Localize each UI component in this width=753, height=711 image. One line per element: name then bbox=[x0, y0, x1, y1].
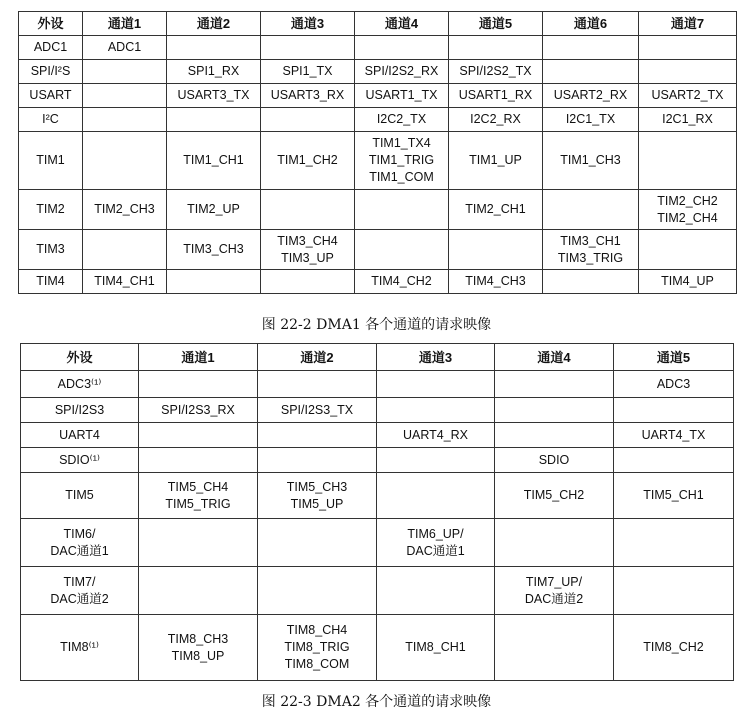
channel-cell bbox=[614, 448, 734, 473]
table-row bbox=[19, 270, 737, 294]
channel-cell: TIM4_CH2 bbox=[355, 270, 449, 294]
channel-cell bbox=[449, 36, 543, 60]
channel-cell bbox=[377, 398, 495, 423]
column-header: 通道5 bbox=[449, 12, 543, 36]
table-row bbox=[21, 473, 734, 519]
channel-cell bbox=[377, 473, 495, 519]
peripheral-cell: TIM2 bbox=[19, 190, 83, 230]
channel-cell bbox=[167, 270, 261, 294]
table-row bbox=[19, 132, 737, 190]
channel-cell: TIM8_CH2 bbox=[614, 615, 734, 681]
channel-cell bbox=[639, 36, 737, 60]
column-header: 通道6 bbox=[543, 12, 639, 36]
channel-cell: TIM2_CH1 bbox=[449, 190, 543, 230]
channel-cell: I2C1_TX bbox=[543, 108, 639, 132]
channel-cell: SDIO bbox=[495, 448, 614, 473]
channel-cell bbox=[83, 108, 167, 132]
column-header: 通道3 bbox=[377, 344, 495, 371]
channel-cell bbox=[495, 423, 614, 448]
dma1-header-row bbox=[19, 12, 737, 36]
dma2-body bbox=[21, 371, 734, 681]
channel-cell bbox=[355, 190, 449, 230]
channel-cell: TIM5_CH1 bbox=[614, 473, 734, 519]
channel-cell: TIM4_UP bbox=[639, 270, 737, 294]
column-header: 通道1 bbox=[139, 344, 258, 371]
channel-cell: TIM1_CH2 bbox=[261, 132, 355, 190]
channel-cell: TIM1_UP bbox=[449, 132, 543, 190]
channel-cell: I2C2_TX bbox=[355, 108, 449, 132]
channel-cell bbox=[258, 519, 377, 567]
channel-cell: TIM1_TX4 TIM1_TRIG TIM1_COM bbox=[355, 132, 449, 190]
channel-cell bbox=[377, 371, 495, 398]
column-header: 通道2 bbox=[167, 12, 261, 36]
channel-cell: SPI/I2S2_TX bbox=[449, 60, 543, 84]
channel-cell bbox=[258, 423, 377, 448]
channel-cell: TIM5_CH3 TIM5_UP bbox=[258, 473, 377, 519]
dma2-request-table bbox=[20, 343, 734, 681]
peripheral-cell: UART4 bbox=[21, 423, 139, 448]
channel-cell: USART2_RX bbox=[543, 84, 639, 108]
peripheral-cell: TIM8⁽¹⁾ bbox=[21, 615, 139, 681]
channel-cell: TIM6_UP/ DAC通道1 bbox=[377, 519, 495, 567]
column-header: 通道7 bbox=[639, 12, 737, 36]
peripheral-cell: SPI/I²S bbox=[19, 60, 83, 84]
column-header: 通道4 bbox=[355, 12, 449, 36]
channel-cell: TIM2_UP bbox=[167, 190, 261, 230]
channel-cell bbox=[83, 132, 167, 190]
channel-cell: SPI/I2S3_TX bbox=[258, 398, 377, 423]
channel-cell: USART1_TX bbox=[355, 84, 449, 108]
channel-cell: USART3_RX bbox=[261, 84, 355, 108]
peripheral-cell: USART bbox=[19, 84, 83, 108]
peripheral-cell: TIM6/ DAC通道1 bbox=[21, 519, 139, 567]
dma1-request-table bbox=[18, 11, 737, 294]
channel-cell bbox=[449, 230, 543, 270]
peripheral-cell: TIM7/ DAC通道2 bbox=[21, 567, 139, 615]
channel-cell: UART4_TX bbox=[614, 423, 734, 448]
channel-cell: USART3_TX bbox=[167, 84, 261, 108]
channel-cell bbox=[639, 230, 737, 270]
channel-cell bbox=[261, 270, 355, 294]
channel-cell bbox=[495, 371, 614, 398]
column-header: 通道4 bbox=[495, 344, 614, 371]
channel-cell bbox=[614, 519, 734, 567]
channel-cell: UART4_RX bbox=[377, 423, 495, 448]
peripheral-cell: ADC1 bbox=[19, 36, 83, 60]
peripheral-cell: TIM5 bbox=[21, 473, 139, 519]
column-header: 通道3 bbox=[261, 12, 355, 36]
channel-cell bbox=[261, 108, 355, 132]
channel-cell: SPI/I2S3_RX bbox=[139, 398, 258, 423]
peripheral-cell: ADC3⁽¹⁾ bbox=[21, 371, 139, 398]
channel-cell: TIM3_CH1 TIM3_TRIG bbox=[543, 230, 639, 270]
table-row bbox=[21, 398, 734, 423]
column-header: 外设 bbox=[19, 12, 83, 36]
column-header: 外设 bbox=[21, 344, 139, 371]
channel-cell bbox=[139, 448, 258, 473]
table-row bbox=[19, 60, 737, 84]
channel-cell bbox=[614, 398, 734, 423]
channel-cell bbox=[83, 60, 167, 84]
channel-cell: I2C1_RX bbox=[639, 108, 737, 132]
channel-cell bbox=[543, 36, 639, 60]
table-row bbox=[19, 190, 737, 230]
channel-cell: TIM7_UP/ DAC通道2 bbox=[495, 567, 614, 615]
dma1-body bbox=[19, 36, 737, 294]
channel-cell bbox=[377, 448, 495, 473]
channel-cell bbox=[139, 423, 258, 448]
table-row bbox=[21, 519, 734, 567]
dma2-caption: 图 22-3 DMA2 各个通道的请求映像 bbox=[261, 694, 492, 710]
channel-cell: TIM5_CH4 TIM5_TRIG bbox=[139, 473, 258, 519]
channel-cell bbox=[139, 371, 258, 398]
channel-cell: I2C2_RX bbox=[449, 108, 543, 132]
table-row bbox=[19, 84, 737, 108]
peripheral-cell: TIM1 bbox=[19, 132, 83, 190]
channel-cell: TIM3_CH3 bbox=[167, 230, 261, 270]
table-row bbox=[19, 230, 737, 270]
peripheral-cell: TIM4 bbox=[19, 270, 83, 294]
channel-cell: TIM4_CH1 bbox=[83, 270, 167, 294]
peripheral-cell: TIM3 bbox=[19, 230, 83, 270]
channel-cell: SPI1_TX bbox=[261, 60, 355, 84]
peripheral-cell: SDIO⁽¹⁾ bbox=[21, 448, 139, 473]
table-row bbox=[21, 567, 734, 615]
channel-cell bbox=[83, 84, 167, 108]
table-row bbox=[21, 615, 734, 681]
channel-cell bbox=[139, 567, 258, 615]
channel-cell bbox=[355, 36, 449, 60]
channel-cell bbox=[355, 230, 449, 270]
channel-cell bbox=[258, 371, 377, 398]
channel-cell: ADC1 bbox=[83, 36, 167, 60]
channel-cell: USART2_TX bbox=[639, 84, 737, 108]
peripheral-cell: I²C bbox=[19, 108, 83, 132]
channel-cell: TIM5_CH2 bbox=[495, 473, 614, 519]
column-header: 通道1 bbox=[83, 12, 167, 36]
channel-cell: TIM2_CH3 bbox=[83, 190, 167, 230]
channel-cell bbox=[377, 567, 495, 615]
channel-cell: USART1_RX bbox=[449, 84, 543, 108]
channel-cell: TIM8_CH4 TIM8_TRIG TIM8_COM bbox=[258, 615, 377, 681]
channel-cell bbox=[543, 60, 639, 84]
channel-cell bbox=[258, 567, 377, 615]
table-row bbox=[19, 108, 737, 132]
channel-cell: ADC3 bbox=[614, 371, 734, 398]
channel-cell bbox=[495, 398, 614, 423]
channel-cell: TIM4_CH3 bbox=[449, 270, 543, 294]
table-row bbox=[21, 423, 734, 448]
channel-cell: TIM1_CH3 bbox=[543, 132, 639, 190]
dma2-header-row bbox=[21, 344, 734, 371]
channel-cell bbox=[167, 108, 261, 132]
channel-cell bbox=[614, 567, 734, 615]
channel-cell bbox=[258, 448, 377, 473]
dma1-caption: 图 22-2 DMA1 各个通道的请求映像 bbox=[261, 317, 492, 333]
table-row bbox=[21, 448, 734, 473]
channel-cell bbox=[261, 36, 355, 60]
channel-cell bbox=[639, 60, 737, 84]
peripheral-cell: SPI/I2S3 bbox=[21, 398, 139, 423]
channel-cell bbox=[639, 132, 737, 190]
channel-cell bbox=[167, 36, 261, 60]
channel-cell: TIM2_CH2 TIM2_CH4 bbox=[639, 190, 737, 230]
channel-cell bbox=[139, 519, 258, 567]
channel-cell bbox=[543, 270, 639, 294]
channel-cell: TIM3_CH4 TIM3_UP bbox=[261, 230, 355, 270]
channel-cell: TIM1_CH1 bbox=[167, 132, 261, 190]
channel-cell bbox=[495, 615, 614, 681]
channel-cell bbox=[261, 190, 355, 230]
channel-cell: TIM8_CH3 TIM8_UP bbox=[139, 615, 258, 681]
table-row bbox=[19, 36, 737, 60]
channel-cell: SPI/I2S2_RX bbox=[355, 60, 449, 84]
channel-cell bbox=[543, 190, 639, 230]
channel-cell bbox=[83, 230, 167, 270]
table-row bbox=[21, 371, 734, 398]
channel-cell: TIM8_CH1 bbox=[377, 615, 495, 681]
column-header: 通道2 bbox=[258, 344, 377, 371]
channel-cell bbox=[495, 519, 614, 567]
channel-cell: SPI1_RX bbox=[167, 60, 261, 84]
column-header: 通道5 bbox=[614, 344, 734, 371]
